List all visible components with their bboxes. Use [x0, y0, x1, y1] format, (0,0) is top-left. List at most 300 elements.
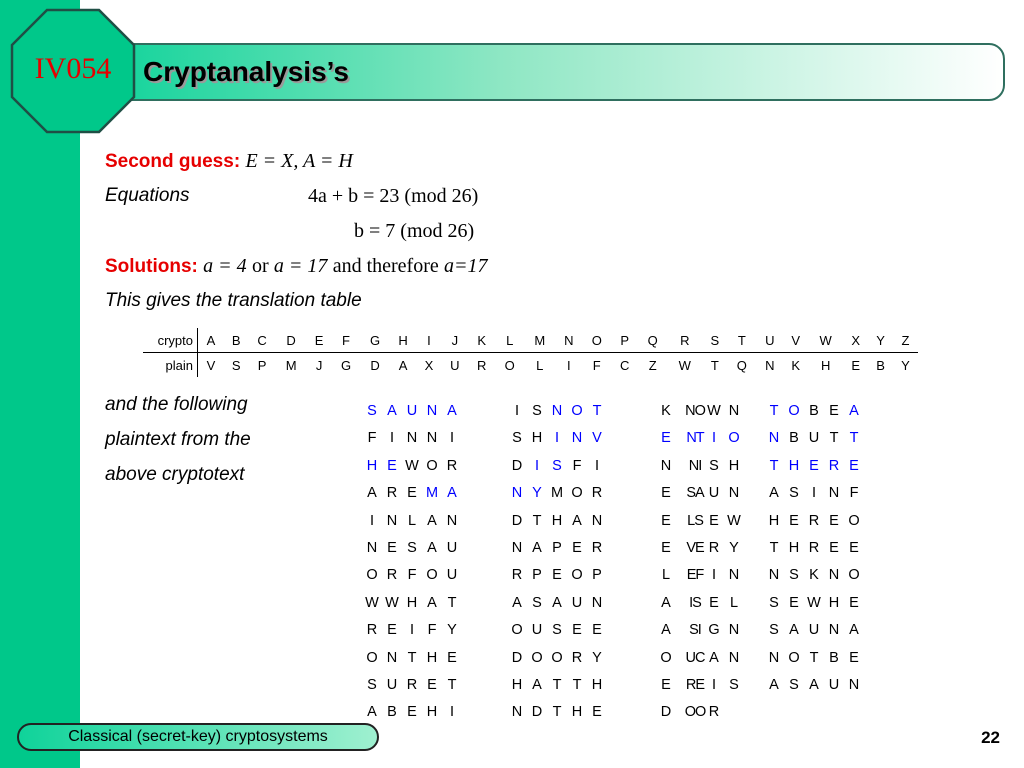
- plaintext-letter: D: [511, 457, 523, 474]
- plaintext-letter: B: [789, 430, 799, 447]
- plaintext-letter: E: [849, 457, 859, 474]
- plaintext-letter: O: [788, 649, 800, 666]
- plaintext-letter: U: [406, 403, 418, 419]
- plaintext-letter: NO: [685, 403, 705, 419]
- plain-cell: K: [791, 357, 800, 373]
- plaintext-letter: B: [829, 649, 839, 666]
- plaintext-letter: A: [849, 622, 859, 639]
- plaintext-letter: N: [386, 649, 398, 666]
- plaintext-letter: EF: [686, 567, 704, 584]
- plaintext-letter: R: [591, 539, 603, 556]
- plaintext-letter: N: [728, 567, 740, 584]
- plain-cell: Y: [901, 357, 910, 373]
- plaintext-letter: S: [769, 622, 779, 639]
- plaintext-letter: Y: [592, 649, 602, 666]
- plaintext-letter: O: [426, 457, 438, 474]
- plaintext-letter: T: [809, 649, 819, 666]
- crypto-cell: G: [361, 328, 390, 353]
- plaintext-letter: R: [828, 457, 840, 474]
- plaintext-letter: D: [660, 704, 672, 721]
- plaintext-letter: R: [591, 485, 603, 502]
- plaintext-letter: E: [552, 567, 562, 584]
- plaintext-letter: R: [406, 676, 418, 693]
- plaintext-letter: VE: [686, 539, 704, 556]
- plain-cell: A: [398, 357, 408, 373]
- plaintext-letter: S: [789, 676, 799, 693]
- plaintext-letter: E: [849, 649, 859, 666]
- plaintext-letter: E: [387, 457, 397, 474]
- crypto-cell: W: [808, 328, 843, 353]
- plaintext-letter: N: [660, 457, 672, 474]
- plaintext-letter: H: [551, 512, 563, 529]
- crypto-cell: X: [843, 328, 868, 353]
- plaintext-letter: N: [728, 403, 740, 419]
- plaintext-letter: I: [711, 567, 717, 584]
- plaintext-letter: S: [532, 594, 542, 611]
- plaintext-letter: RE: [685, 676, 705, 693]
- plaintext-letter: K: [809, 567, 819, 584]
- plaintext-letter: N: [406, 430, 418, 447]
- plain-row: [143, 353, 918, 378]
- plaintext-letter: NT: [686, 430, 704, 447]
- plaintext-letter: E: [447, 649, 457, 666]
- plaintext-letter: S: [512, 430, 522, 447]
- plaintext-letter: N: [366, 539, 378, 556]
- plaintext-letter: E: [849, 539, 859, 556]
- plaintext-letter: E: [849, 594, 859, 611]
- plaintext-letter: A: [427, 594, 437, 611]
- plaintext-letter: P: [532, 567, 542, 584]
- plaintext-letter: T: [572, 676, 582, 693]
- plaintext-letter: N: [446, 512, 458, 529]
- plaintext-letter: UC: [685, 649, 705, 666]
- plaintext-letter: A: [661, 622, 671, 639]
- plain-cell: N: [765, 357, 775, 373]
- plaintext-letter: T: [552, 704, 562, 721]
- plaintext-letter: E: [387, 622, 397, 639]
- plaintext-letter: E: [789, 594, 799, 611]
- plain-cell: E: [851, 357, 861, 373]
- plaintext-letter: O: [366, 649, 378, 666]
- plaintext-letter: S: [367, 676, 377, 693]
- plaintext-letter: N: [768, 430, 780, 447]
- plaintext-letter: A: [427, 539, 437, 556]
- plaintext-letter: Y: [447, 622, 457, 639]
- plaintext-letter: T: [592, 403, 602, 419]
- second-guess-value: E = X, A = H: [245, 150, 353, 172]
- plaintext-letter: O: [551, 649, 563, 666]
- plaintext-letter: A: [789, 622, 799, 639]
- plaintext-letter: O: [571, 567, 583, 584]
- plaintext-letter: N: [511, 485, 523, 502]
- crypto-cell: H: [390, 328, 417, 353]
- crypto-cell: E: [307, 328, 332, 353]
- translation-table: [143, 328, 918, 377]
- plaintext-letter: P: [592, 567, 602, 584]
- plaintext-letter: T: [849, 430, 859, 447]
- plaintext-letter: U: [708, 485, 720, 502]
- plaintext-letter: I: [449, 704, 455, 721]
- crypto-cell: Q: [638, 328, 667, 353]
- crypto-cell: V: [783, 328, 808, 353]
- plaintext-letter: M: [425, 485, 439, 502]
- plaintext-letter: N: [386, 512, 398, 529]
- plain-cell: R: [477, 357, 487, 373]
- plaintext-letter: F: [367, 430, 377, 447]
- plain-cell: C: [620, 357, 630, 373]
- plaintext-letter: A: [709, 649, 719, 666]
- plaintext-letter: A: [512, 594, 522, 611]
- plaintext-letter: N: [426, 403, 438, 419]
- plaintext-letter: O: [788, 403, 800, 419]
- plaintext-letter: N: [768, 567, 780, 584]
- plaintext-letter: Y: [729, 539, 739, 556]
- plaintext-letter: A: [447, 403, 457, 419]
- plaintext-letter: E: [661, 430, 671, 447]
- plaintext-letter: R: [808, 512, 820, 529]
- plaintext-letter: U: [386, 676, 398, 693]
- plaintext-letter: U: [808, 430, 820, 447]
- plaintext-letter: M: [550, 485, 564, 502]
- crypto-cell: A: [198, 328, 224, 353]
- plaintext-letter: A: [387, 403, 397, 419]
- plaintext-letter: O: [848, 567, 860, 584]
- plaintext-letter: F: [407, 567, 417, 584]
- plaintext-letter: D: [511, 649, 523, 666]
- plaintext-letter: OO: [684, 704, 706, 721]
- plaintext-letter: U: [446, 539, 458, 556]
- plain-cell: Q: [736, 357, 747, 373]
- solution-therefore: and therefore: [332, 255, 439, 277]
- plaintext-letter: A: [532, 676, 542, 693]
- plaintext-letter: B: [387, 704, 397, 721]
- plaintext-letter: N: [591, 594, 603, 611]
- plaintext-letter: E: [661, 512, 671, 529]
- second-guess-label: Second guess:: [105, 151, 241, 172]
- plaintext-letter: U: [828, 676, 840, 693]
- plain-cell: Z: [648, 357, 657, 373]
- crypto-cell: N: [555, 328, 582, 353]
- crypto-cell: D: [276, 328, 307, 353]
- plaintext-letter: E: [407, 485, 417, 502]
- plaintext-letter: I: [534, 457, 540, 474]
- plaintext-letter: SA: [686, 485, 704, 502]
- plaintext-letter: U: [808, 622, 820, 639]
- plaintext-letter: F: [849, 485, 859, 502]
- plaintext-letter: I: [514, 403, 520, 419]
- crypto-cell: M: [524, 328, 555, 353]
- second-guess-line: [105, 150, 353, 173]
- plaintext-letter: R: [366, 622, 378, 639]
- plaintext-letter: R: [571, 649, 583, 666]
- equation-2: b = 7 (mod 26): [354, 220, 475, 242]
- plaintext-letter: P: [552, 539, 562, 556]
- plaintext-letter: E: [572, 622, 582, 639]
- crypto-cell: J: [441, 328, 468, 353]
- plaintext-letter: O: [366, 567, 378, 584]
- plain-cell: L: [536, 357, 544, 373]
- plaintext-letter: H: [426, 704, 438, 721]
- plaintext-letter: H: [591, 676, 603, 693]
- plaintext-letter: IS: [689, 594, 701, 611]
- plaintext-intro-line-1: and the following: [105, 394, 248, 415]
- plaintext-letter: E: [789, 512, 799, 529]
- plaintext-letter: O: [660, 649, 672, 666]
- plaintext-letter: T: [552, 676, 562, 693]
- crypto-cell: B: [224, 328, 249, 353]
- plaintext-letter: E: [427, 676, 437, 693]
- plain-row-label: plain: [143, 353, 198, 378]
- plain-cell: O: [504, 357, 515, 373]
- plaintext-letter: T: [532, 512, 542, 529]
- plaintext-letter: I: [594, 457, 600, 474]
- plaintext-letter: N: [551, 403, 563, 419]
- crypto-row-label: crypto: [143, 328, 198, 353]
- solution-a2: a = 17: [273, 255, 328, 277]
- plaintext-letter: N: [728, 485, 740, 502]
- plaintext-letter: R: [386, 567, 398, 584]
- plaintext-letter: T: [769, 457, 779, 474]
- plain-cell: V: [206, 357, 216, 373]
- plaintext-letter: F: [427, 622, 437, 639]
- plaintext-letter: S: [532, 403, 542, 419]
- plaintext-letter: N: [511, 539, 523, 556]
- plaintext-letter: V: [592, 430, 602, 447]
- plaintext-letter: L: [729, 594, 739, 611]
- plain-cell: H: [821, 357, 831, 373]
- plaintext-letter: K: [661, 403, 671, 419]
- plaintext-letter: SI: [689, 622, 701, 639]
- plaintext-letter: O: [571, 485, 583, 502]
- plaintext-letter: E: [809, 457, 819, 474]
- plaintext-letter: S: [729, 676, 739, 693]
- equations-label: Equations: [105, 185, 190, 206]
- plain-cell: J: [315, 357, 323, 373]
- plaintext-letter: N: [768, 649, 780, 666]
- plaintext-letter: E: [661, 485, 671, 502]
- plaintext-letter: F: [572, 457, 582, 474]
- crypto-cell: Z: [893, 328, 918, 353]
- plaintext-letter: I: [389, 430, 395, 447]
- plaintext-letter: H: [828, 594, 840, 611]
- plain-cell: M: [285, 357, 297, 373]
- plaintext-letter: T: [769, 403, 779, 419]
- plaintext-letter: S: [367, 403, 377, 419]
- plaintext-letter: D: [531, 704, 543, 721]
- plaintext-letter: B: [809, 403, 819, 419]
- plaintext-letter: E: [829, 403, 839, 419]
- plaintext-letter: H: [788, 539, 800, 556]
- equation-1: 4a + b = 23 (mod 26): [308, 185, 479, 207]
- plaintext-letter: A: [532, 539, 542, 556]
- plaintext-letter: S: [552, 457, 562, 474]
- plaintext-letter: H: [728, 457, 740, 474]
- plaintext-letter: E: [592, 704, 602, 721]
- plaintext-letter: E: [592, 622, 602, 639]
- plaintext-letter: N: [591, 512, 603, 529]
- plaintext-letter: A: [427, 512, 437, 529]
- plaintext-letter: L: [661, 567, 671, 584]
- crypto-cell: T: [727, 328, 756, 353]
- crypto-cell: I: [417, 328, 442, 353]
- crypto-cell: K: [468, 328, 495, 353]
- translation-intro: This gives the translation table: [105, 290, 362, 311]
- plaintext-letter: E: [709, 512, 719, 529]
- plaintext-letter: W: [727, 512, 741, 529]
- plaintext-letter: H: [788, 457, 800, 474]
- plaintext-letter: N: [848, 676, 860, 693]
- plaintext-letter: W: [365, 594, 379, 611]
- plaintext-letter: U: [531, 622, 543, 639]
- solution-or: or: [251, 255, 269, 277]
- plaintext-intro-line-2: plaintext from the: [105, 429, 251, 450]
- plaintext-letter: O: [848, 512, 860, 529]
- plain-cell: F: [592, 357, 601, 373]
- plaintext-letter: H: [426, 649, 438, 666]
- plaintext-letter: E: [661, 676, 671, 693]
- crypto-cell: P: [611, 328, 638, 353]
- page-number: 22: [981, 728, 1000, 747]
- plaintext-letter: A: [367, 485, 377, 502]
- plaintext-letter: N: [828, 485, 840, 502]
- plaintext-letter: E: [661, 539, 671, 556]
- plaintext-letter: D: [511, 512, 523, 529]
- plaintext-letter: S: [789, 567, 799, 584]
- plaintext-letter: N: [511, 704, 523, 721]
- plain-cell: B: [876, 357, 885, 373]
- plain-cell: S: [231, 357, 241, 373]
- plaintext-letter: T: [447, 594, 457, 611]
- plaintext-letter: A: [661, 594, 671, 611]
- plaintext-letter: I: [711, 676, 717, 693]
- plaintext-letter: NI: [688, 457, 702, 474]
- plaintext-letter: R: [446, 457, 458, 474]
- plaintext-letter: A: [552, 594, 562, 611]
- plaintext-letter: E: [829, 539, 839, 556]
- plaintext-letter: W: [385, 594, 399, 611]
- plaintext-letter: G: [708, 622, 720, 639]
- footer-course-label: Classical (secret-key) cryptosystems: [17, 723, 379, 751]
- plaintext-letter: O: [531, 649, 543, 666]
- plaintext-letter: T: [769, 539, 779, 556]
- plaintext-letter: I: [811, 485, 817, 502]
- crypto-cell: S: [702, 328, 727, 353]
- plaintext-letter: R: [708, 539, 720, 556]
- plaintext-letter: A: [769, 676, 779, 693]
- plain-cell: T: [710, 357, 719, 373]
- plaintext-letter: A: [809, 676, 819, 693]
- plaintext-letter: T: [407, 649, 417, 666]
- plain-cell: G: [340, 357, 352, 373]
- solution-a1: a = 4: [203, 255, 247, 277]
- plaintext-letter: W: [405, 457, 419, 474]
- crypto-cell: F: [332, 328, 361, 353]
- plaintext-letter: A: [367, 704, 377, 721]
- plain-cell: I: [566, 357, 571, 373]
- plaintext-letter: H: [406, 594, 418, 611]
- plaintext-letter: I: [711, 430, 717, 447]
- plaintext-letter: E: [387, 539, 397, 556]
- plaintext-letter: LS: [687, 512, 703, 529]
- plaintext-letter: R: [511, 567, 523, 584]
- plaintext-letter: N: [728, 649, 740, 666]
- plaintext-letter: S: [552, 622, 562, 639]
- plaintext-letter: N: [426, 430, 438, 447]
- plaintext-letter: E: [709, 594, 719, 611]
- plain-cell: P: [257, 357, 267, 373]
- plaintext-letter: S: [407, 539, 417, 556]
- plaintext-letter: O: [728, 430, 740, 447]
- plaintext-letter: R: [386, 485, 398, 502]
- plaintext-letter: Y: [532, 485, 542, 502]
- plaintext-letter: N: [728, 622, 740, 639]
- plaintext-letter: T: [829, 430, 839, 447]
- plaintext-letter: H: [366, 457, 378, 474]
- plaintext-letter: H: [511, 676, 523, 693]
- solutions-label: Solutions:: [105, 256, 198, 277]
- solutions-line: [105, 255, 488, 278]
- crypto-cell: C: [249, 328, 276, 353]
- crypto-cell: R: [667, 328, 702, 353]
- solution-a3: a=17: [444, 255, 488, 277]
- plaintext-letter: A: [849, 403, 859, 419]
- plaintext-letter: H: [571, 704, 583, 721]
- plaintext-letter: N: [571, 430, 583, 447]
- plaintext-letter: R: [708, 704, 720, 721]
- plaintext-letter: A: [572, 512, 582, 529]
- plaintext-letter: W: [707, 403, 721, 419]
- plaintext-letter: S: [789, 485, 799, 502]
- crypto-cell: O: [582, 328, 611, 353]
- plaintext-letter: I: [409, 622, 415, 639]
- plaintext-letter: T: [447, 676, 457, 693]
- page-title: Cryptanalysis’s: [143, 56, 349, 87]
- plaintext-letter: O: [571, 403, 583, 419]
- plaintext-letter: R: [808, 539, 820, 556]
- plaintext-letter: I: [554, 430, 560, 447]
- plain-cell: U: [450, 357, 460, 373]
- plain-cell: W: [678, 357, 691, 373]
- plaintext-letter: S: [709, 457, 719, 474]
- plaintext-letter: A: [447, 485, 457, 502]
- crypto-cell: Y: [868, 328, 893, 353]
- plain-cell: D: [370, 357, 380, 373]
- crypto-row: [143, 328, 918, 353]
- plaintext-letter: O: [426, 567, 438, 584]
- plaintext-letter: I: [449, 430, 455, 447]
- plaintext-letter: U: [446, 567, 458, 584]
- plaintext-letter: W: [807, 594, 821, 611]
- plain-cell: X: [424, 357, 434, 373]
- plaintext-letter: N: [828, 567, 840, 584]
- crypto-cell: L: [495, 328, 524, 353]
- plaintext-letter: N: [828, 622, 840, 639]
- plaintext-intro-line-3: above cryptotext: [105, 464, 245, 485]
- plaintext-letter: L: [407, 512, 417, 529]
- crypto-cell: U: [756, 328, 783, 353]
- plaintext-letter: A: [769, 485, 779, 502]
- plaintext-letter: H: [768, 512, 780, 529]
- plaintext-letter: U: [571, 594, 583, 611]
- plaintext-letter: E: [407, 704, 417, 721]
- course-logo: IV054: [34, 52, 112, 85]
- plaintext-letter: S: [769, 594, 779, 611]
- plaintext-letter: E: [829, 512, 839, 529]
- plaintext-letter: E: [572, 539, 582, 556]
- plaintext-letter: I: [369, 512, 375, 529]
- plaintext-letter: H: [531, 430, 543, 447]
- plaintext-letter: O: [511, 622, 523, 639]
